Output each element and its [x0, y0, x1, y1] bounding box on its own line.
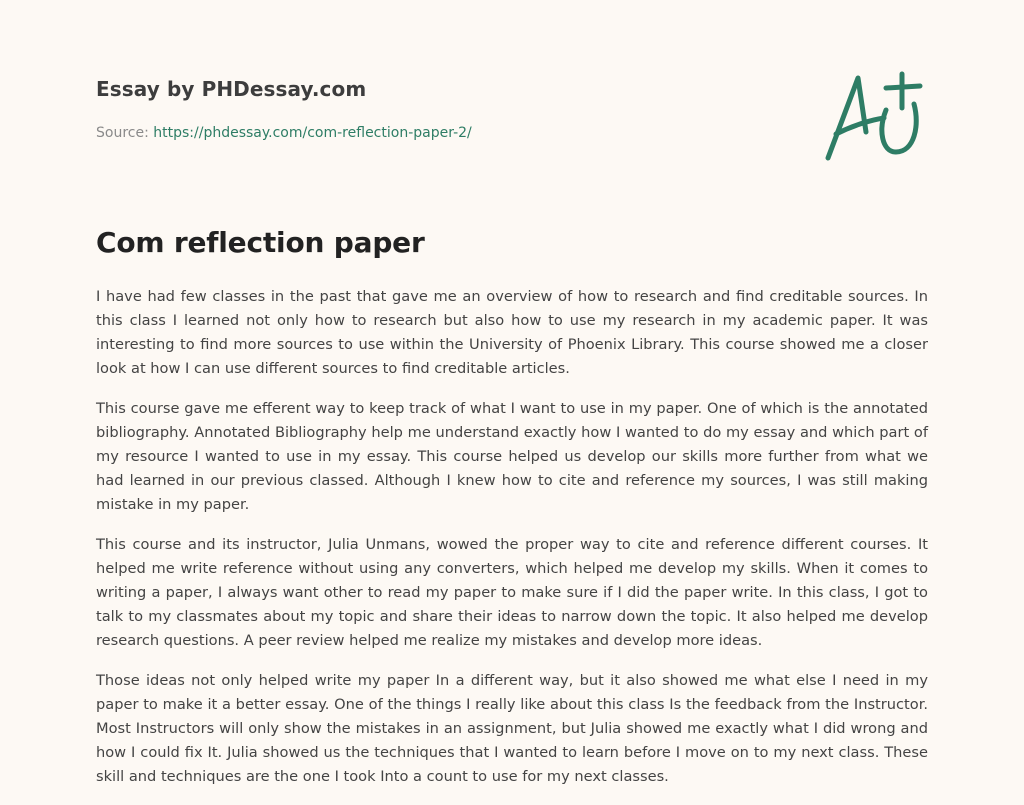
- paragraph: This course gave me efferent way to keep track of what I want to use in my paper. One of which is the annotated bibliography. Annotated Bibliography help me understand exactly how I wanted to do my essay and which part of my resource I wanted to use in my essay. This course helped us develop our skills more further from what we had learned in our previous classed. Although I knew how to cite and reference my sources, I was still making mistake in my paper.: [96, 400, 928, 513]
- source-line: [96, 125, 472, 141]
- paragraph: Those ideas not only helped write my paper In a different way, but it also showed me what else I need in my paper to make it a better essay. One of the things I really like about this class Is the feedback from the Instructor. Most Instructors will only show the mistakes in an assignment, but Julia showed me exactly what I did wrong and how I could fix It. Julia showed us the techniques that I wanted to learn before I move on to my next class. These skill and techniques are the one I took Into a count to use for my next classes.: [96, 672, 928, 785]
- article-body: [96, 285, 928, 805]
- site-title: Essay by PHDessay.com: [96, 77, 367, 101]
- a-plus-icon: [822, 68, 928, 164]
- source-link[interactable]: https://phdessay.com/com-reflection-paper-2/: [153, 125, 472, 141]
- paragraph: I have had few classes in the past that gave me an overview of how to research and find creditable sources. In this class I learned not only how to research but also how to use my research in my academic paper. It was interesting to find more sources to use within the University of Phoenix Library. This course showed me a closer look at how I can use different sources to find creditable articles.: [96, 288, 928, 377]
- source-label: Source:: [96, 125, 154, 141]
- article-title: Com reflection paper: [96, 226, 425, 259]
- paragraph: This course and its instructor, Julia Unmans, wowed the proper way to cite and reference different courses. It helped me write reference without using any converters, which helped me develop my skills. When it comes to writing a paper, I always want other to read my paper to make sure if I did the paper write. In this class, I got to talk to my classmates about my topic and share their ideas to narrow down the topic. It also helped me develop research questions. A peer review helped me realize my mistakes and develop more ideas.: [96, 536, 928, 649]
